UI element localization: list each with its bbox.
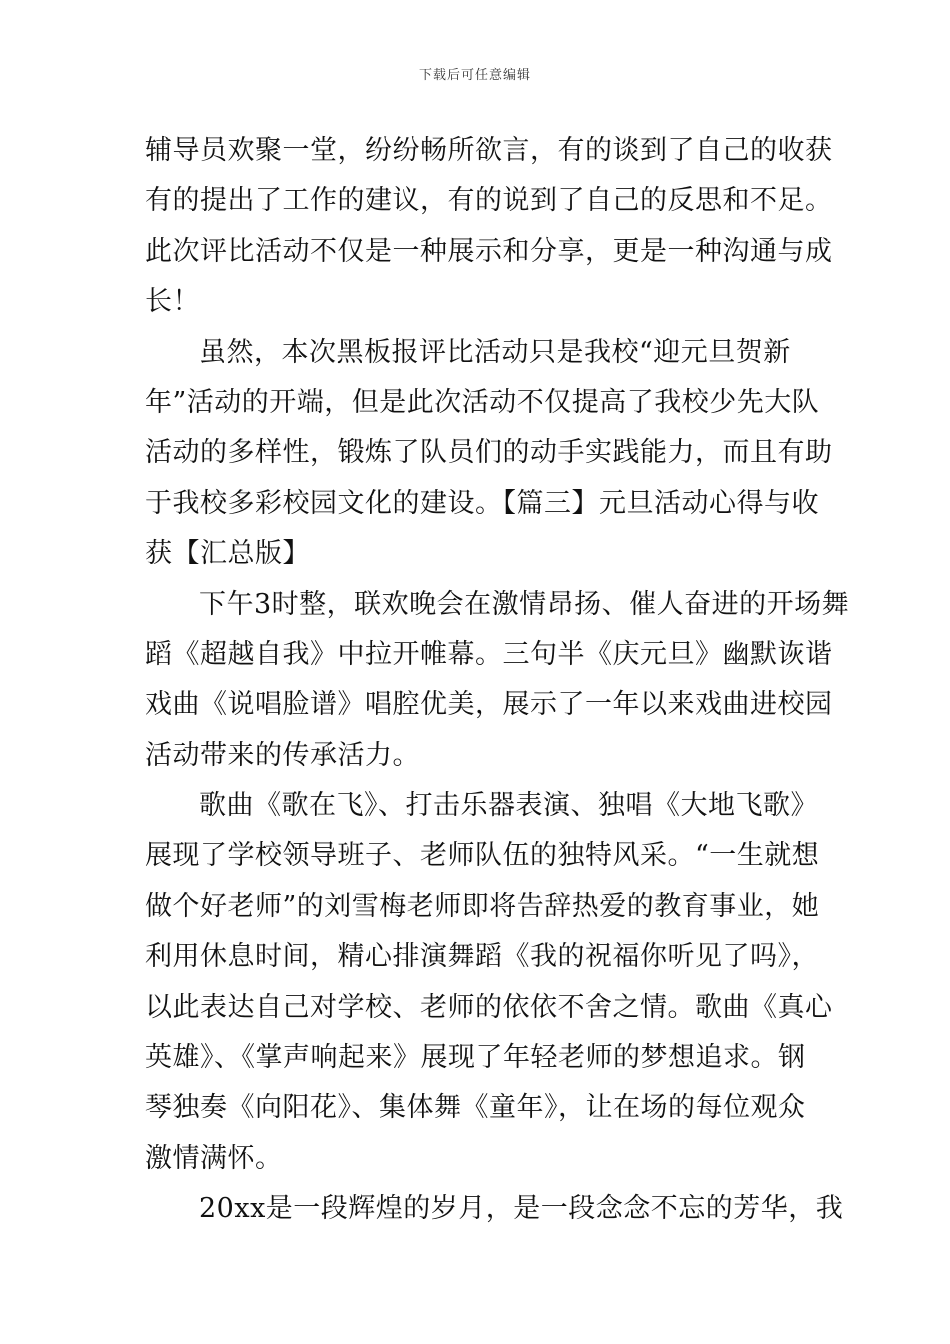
- text-line: 做个好老师”的刘雪梅老师即将告辞热爱的教育事业，她: [145, 890, 820, 922]
- text-line: 年”活动的开端，但是此次活动不仅提高了我校少先大队: [145, 386, 820, 418]
- page-header: 下载后可任意编辑: [418, 68, 531, 83]
- paragraph-first-line: 下午3时整，联欢晚会在激情昂扬、催人奋进的开场舞: [199, 588, 850, 620]
- text-line: 活动的多样性，锻炼了队员们的动手实践能力，而且有助: [145, 437, 833, 469]
- text-line: 获【汇总版】: [145, 538, 310, 570]
- text-line: 此次评比活动不仅是一种展示和分享，更是一种沟通与成: [145, 235, 833, 267]
- text-line: 戏曲《说唱脸谱》唱腔优美，展示了一年以来戏曲进校园: [145, 689, 833, 721]
- text-line: 长！: [145, 286, 200, 318]
- text-line: 以此表达自己对学校、老师的依依不舍之情。歌曲《真心: [145, 991, 833, 1023]
- text-line: 有的提出了工作的建议，有的说到了自己的反思和不足。: [145, 185, 833, 217]
- paragraph-first-line: 20xx是一段辉煌的岁月，是一段念念不忘的芳华，我: [199, 1193, 844, 1225]
- text-line: 英雄》、《掌声响起来》展现了年轻老师的梦想追求。钢: [145, 1042, 806, 1074]
- text-line: 琴独奏《向阳花》、集体舞《童年》，让在场的每位观众: [145, 1092, 806, 1124]
- text-line: 活动带来的传承活力。: [145, 739, 420, 771]
- text-line: 辅导员欢聚一堂，纷纷畅所欲言，有的谈到了自己的收获: [145, 135, 833, 166]
- document-body: [145, 126, 850, 1235]
- paragraph-first-line: 虽然，本次黑板报评比活动只是我校“迎元旦贺新: [199, 336, 791, 368]
- text-line: 展现了学校领导班子、老师队伍的独特风采。“一生就想: [145, 840, 820, 872]
- paragraph-first-line: 歌曲《歌在飞》、打击乐器表演、独唱《大地飞歌》: [199, 790, 818, 822]
- text-line: 于我校多彩校园文化的建设。【篇三】元旦活动心得与收: [145, 487, 819, 519]
- text-line: 蹈《超越自我》中拉开帷幕。三句半《庆元旦》幽默诙谐: [145, 638, 833, 670]
- text-line: 激情满怀。: [145, 1142, 283, 1174]
- text-line: 利用休息时间，精心排演舞蹈《我的祝福你听见了吗》，: [145, 941, 819, 973]
